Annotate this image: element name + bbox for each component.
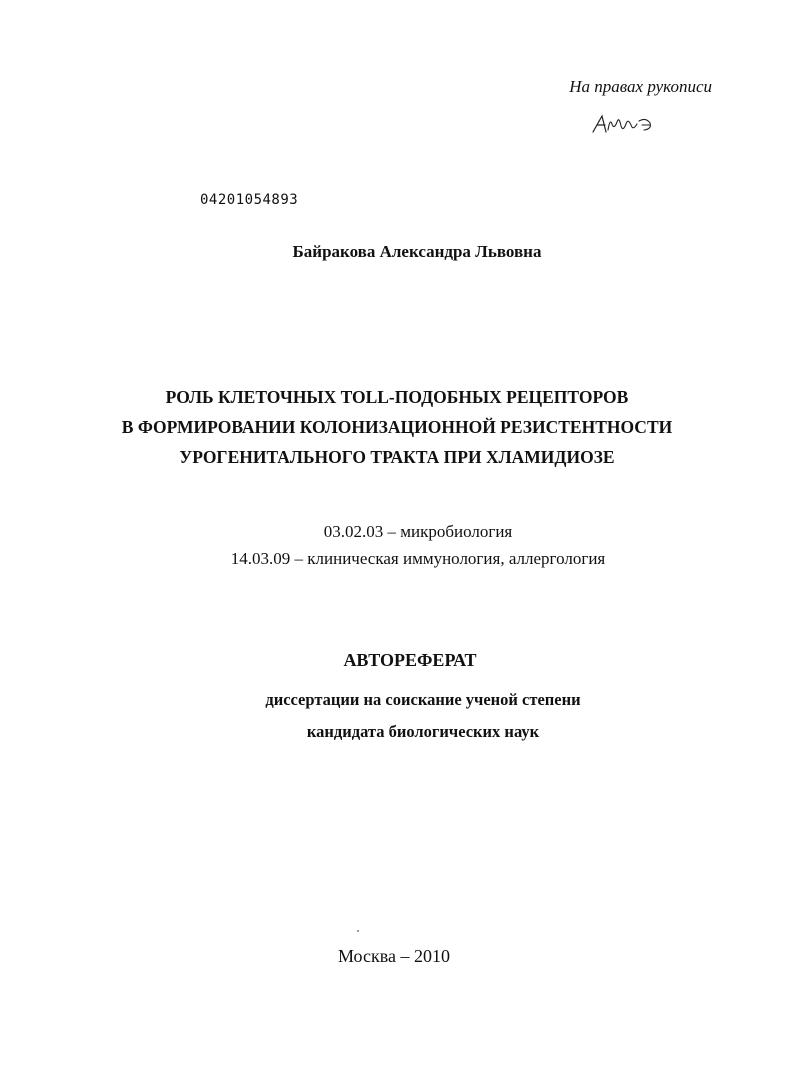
scan-speck bbox=[357, 930, 359, 932]
specialty-codes bbox=[0, 518, 794, 572]
specialty-line: 14.03.09 – клиническая иммунология, аллергология bbox=[230, 549, 606, 568]
archive-code: 04201054893 bbox=[200, 192, 299, 208]
degree-line: кандидата биологических наук bbox=[306, 722, 540, 741]
rights-note: На правах рукописи bbox=[569, 77, 712, 96]
document-type-heading: АВТОРЕФЕРАТ bbox=[343, 650, 477, 670]
place-and-year: Москва – 2010 bbox=[338, 946, 450, 966]
dissertation-title bbox=[0, 382, 794, 472]
author-name: Байракова Александра Львовна bbox=[292, 242, 542, 261]
degree-line: диссертации на соискание ученой степени bbox=[265, 690, 581, 709]
title-line: В ФОРМИРОВАНИИ КОЛОНИЗАЦИОННОЙ РЕЗИСТЕНТНОСТИ bbox=[121, 417, 673, 437]
degree-description bbox=[0, 684, 794, 748]
title-line: РОЛЬ КЛЕТОЧНЫХ TOLL-ПОДОБНЫХ РЕЦЕПТОРОВ bbox=[165, 387, 629, 407]
specialty-line: 03.02.03 – микробиология bbox=[323, 522, 513, 541]
title-line: УРОГЕНИТАЛЬНОГО ТРАКТА ПРИ ХЛАМИДИОЗЕ bbox=[179, 447, 615, 467]
handwritten-signature bbox=[590, 112, 660, 136]
